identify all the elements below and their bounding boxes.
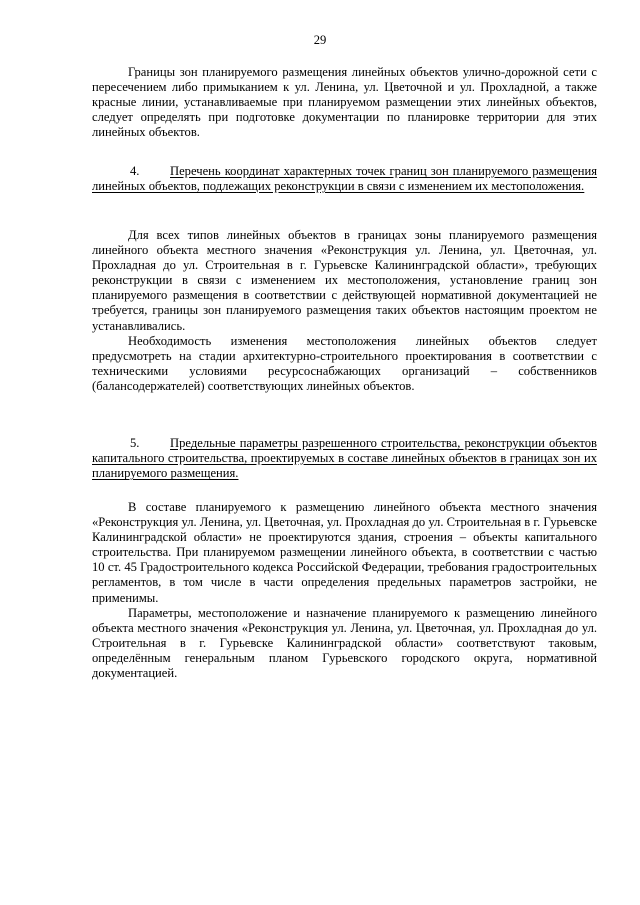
section-paragraph: Для всех типов линейных объектов в границах зоны планируемого размещения линейного объекта местного значения «Реконструкция ул. Ленина, ул. Цветочная, ул. Прохладная до ул. Строительная в г. Гурьевске Калининградской области», требующих реконструкции в связи с изменением их местоположения, установление границ зон планируемого размещения в соответствии с действующей нормативной документацией не требуется, границы зон планируемого размещения таких объектов настоящим проектом не устанавливались.: [92, 228, 597, 333]
section-heading: [92, 164, 597, 194]
section-4-heading: [92, 164, 597, 194]
section-4-body: [92, 228, 597, 394]
section-paragraph: Параметры, местоположение и назначение планируемого к размещению линейного объекта местного значения «Реконструкция ул. Ленина, ул. Цветочная, ул. Прохладная до ул. Строительная в г. Гурьевске Калининградской области» соответствуют таковым, определённым генеральным планом Гурьевского городского округа, нормативной документацией.: [92, 605, 597, 681]
intro-section: [92, 65, 597, 140]
intro-paragraph: Границы зон планируемого размещения линейных объектов улично-дорожной сети с пересечением либо примыканием к ул. Ленина, ул. Цветочной и ул. Прохладной, а также красные линии, устанавливаемые при планируемом размещении этих линейных объектов, следует определять при подготовке документации по планировке территории для этих линейных объектов.: [92, 65, 597, 140]
section-paragraph: В составе планируемого к размещению линейного объекта местного значения «Реконструкция ул. Ленина, ул. Цветочная, ул. Прохладная до ул. Строительная в г. Гурьевске Калининградской области» не проектируются здания, строения – объекты капитального строительства. При планируемом размещении линейного объекта, в соответствии с частью 10 ст. 45 Градостроительного кодекса Российской Федерации, требования градостроительных регламентов, в том числе в части определения предельных параметров застройки, не применимы.: [92, 500, 597, 605]
section-number: 5.: [130, 436, 140, 450]
section-5-heading: [92, 436, 597, 481]
page-number: 29: [313, 33, 327, 47]
section-title: Предельные параметры разрешенного строительства, реконструкции объектов капитального строительства, проектируемых в составе линейных объектов в границах зон их планируемого размещения.: [92, 436, 597, 481]
section-5-body: [92, 500, 597, 681]
section-number: 4.: [130, 164, 140, 178]
section-paragraph: Необходимость изменения местоположения линейных объектов следует предусмотреть на стадии архитектурно-строительного проектирования в соответствии с техническими условиями ресурсоснабжающих организаций – собственников (балансодержателей) соответствующих линейных объектов.: [92, 333, 597, 393]
section-heading: [92, 436, 597, 481]
section-title: Перечень координат характерных точек границ зон планируемого размещения линейных объектов, подлежащих реконструкции в связи с изменением их местоположения.: [92, 164, 597, 194]
